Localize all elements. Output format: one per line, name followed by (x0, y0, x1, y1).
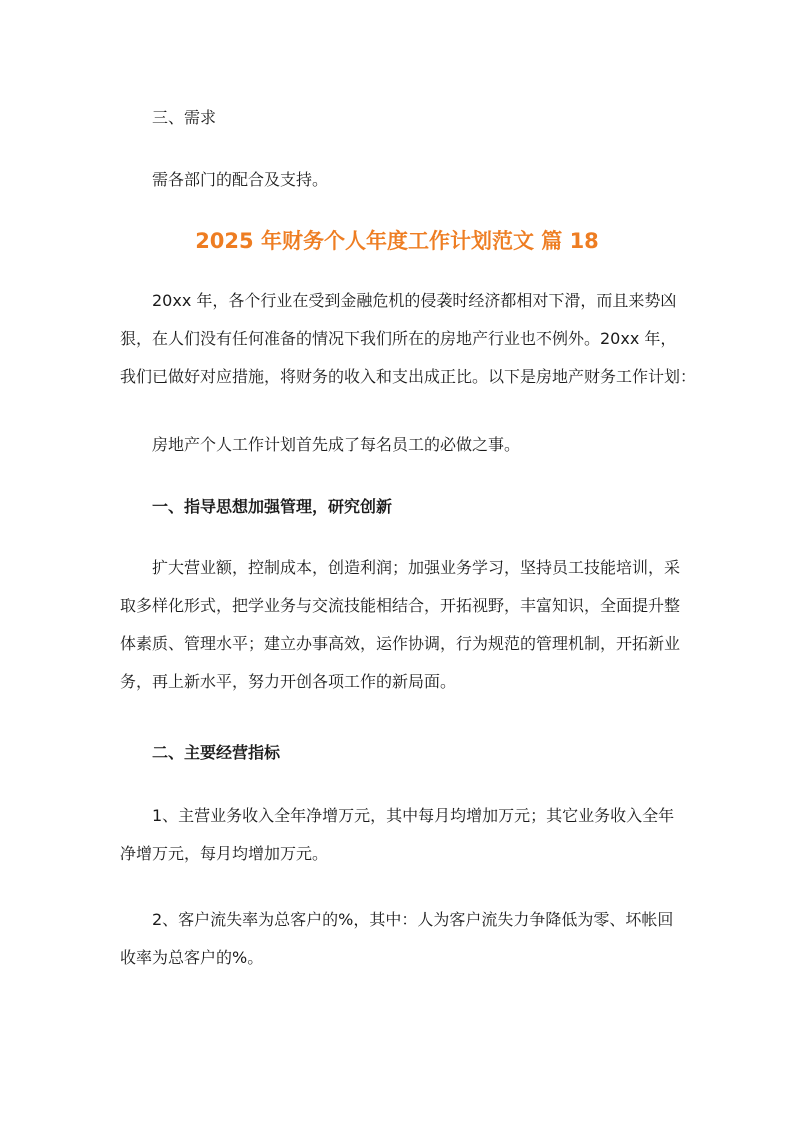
paragraph-plan-text: 房地产个人工作计划首先成了每名员工的必做之事。 (152, 435, 521, 454)
item1-line: 1、主营业务收入全年净增万元，其中每月均增加万元；其它业务收入全年 (152, 806, 675, 825)
intro-line: 狠，在人们没有任何准备的情况下我们所在的房地产行业也不例外。20xx 年， (120, 329, 677, 348)
paragraph-item-1 (120, 797, 680, 873)
document-title: 2025 年财务个人年度工作计划范文 篇 18 (195, 229, 599, 253)
intro-line: 20xx 年，各个行业在受到金融危机的侵袭时经济都相对下滑，而且来势凶 (152, 291, 677, 310)
paragraph-needs (120, 161, 680, 199)
heading-guiding-ideas (120, 488, 680, 526)
intro-line: 我们已做好对应措施，将财务的收入和支出成正比。以下是房地产财务工作计划： (120, 367, 697, 386)
heading-needs (120, 99, 680, 137)
guide-line: 体素质、管理水平；建立办事高效，运作协调，行为规范的管理机制，开拓新业 (120, 634, 681, 653)
item2-line: 收率为总客户的%。 (120, 948, 264, 967)
guide-line: 扩大营业额，控制成本，创造利润；加强业务学习，坚持员工技能培训，采 (152, 558, 681, 577)
guide-line: 务，再上新水平，努力开创各项工作的新局面。 (120, 672, 457, 691)
guide-line: 取多样化形式，把学业务与交流技能相结合，开拓视野，丰富知识，全面提升整 (120, 596, 681, 615)
paragraph-item-2 (120, 901, 680, 977)
item2-line: 2、客户流失率为总客户的%，其中：人为客户流失力争降低为零、坏帐回 (152, 910, 674, 929)
heading-main-indicators-text: 二、主要经营指标 (152, 743, 281, 762)
paragraph-plan (120, 426, 680, 464)
heading-guiding-ideas-text: 一、指导思想加强管理，研究创新 (152, 497, 393, 516)
heading-needs-text: 三、需求 (152, 108, 217, 127)
paragraph-needs-text: 需各部门的配合及支持。 (152, 170, 329, 189)
paragraph-intro (120, 282, 697, 396)
paragraph-guiding-ideas (120, 549, 680, 701)
heading-main-indicators (120, 734, 680, 772)
item1-line: 净增万元，每月均增加万元。 (120, 844, 329, 863)
